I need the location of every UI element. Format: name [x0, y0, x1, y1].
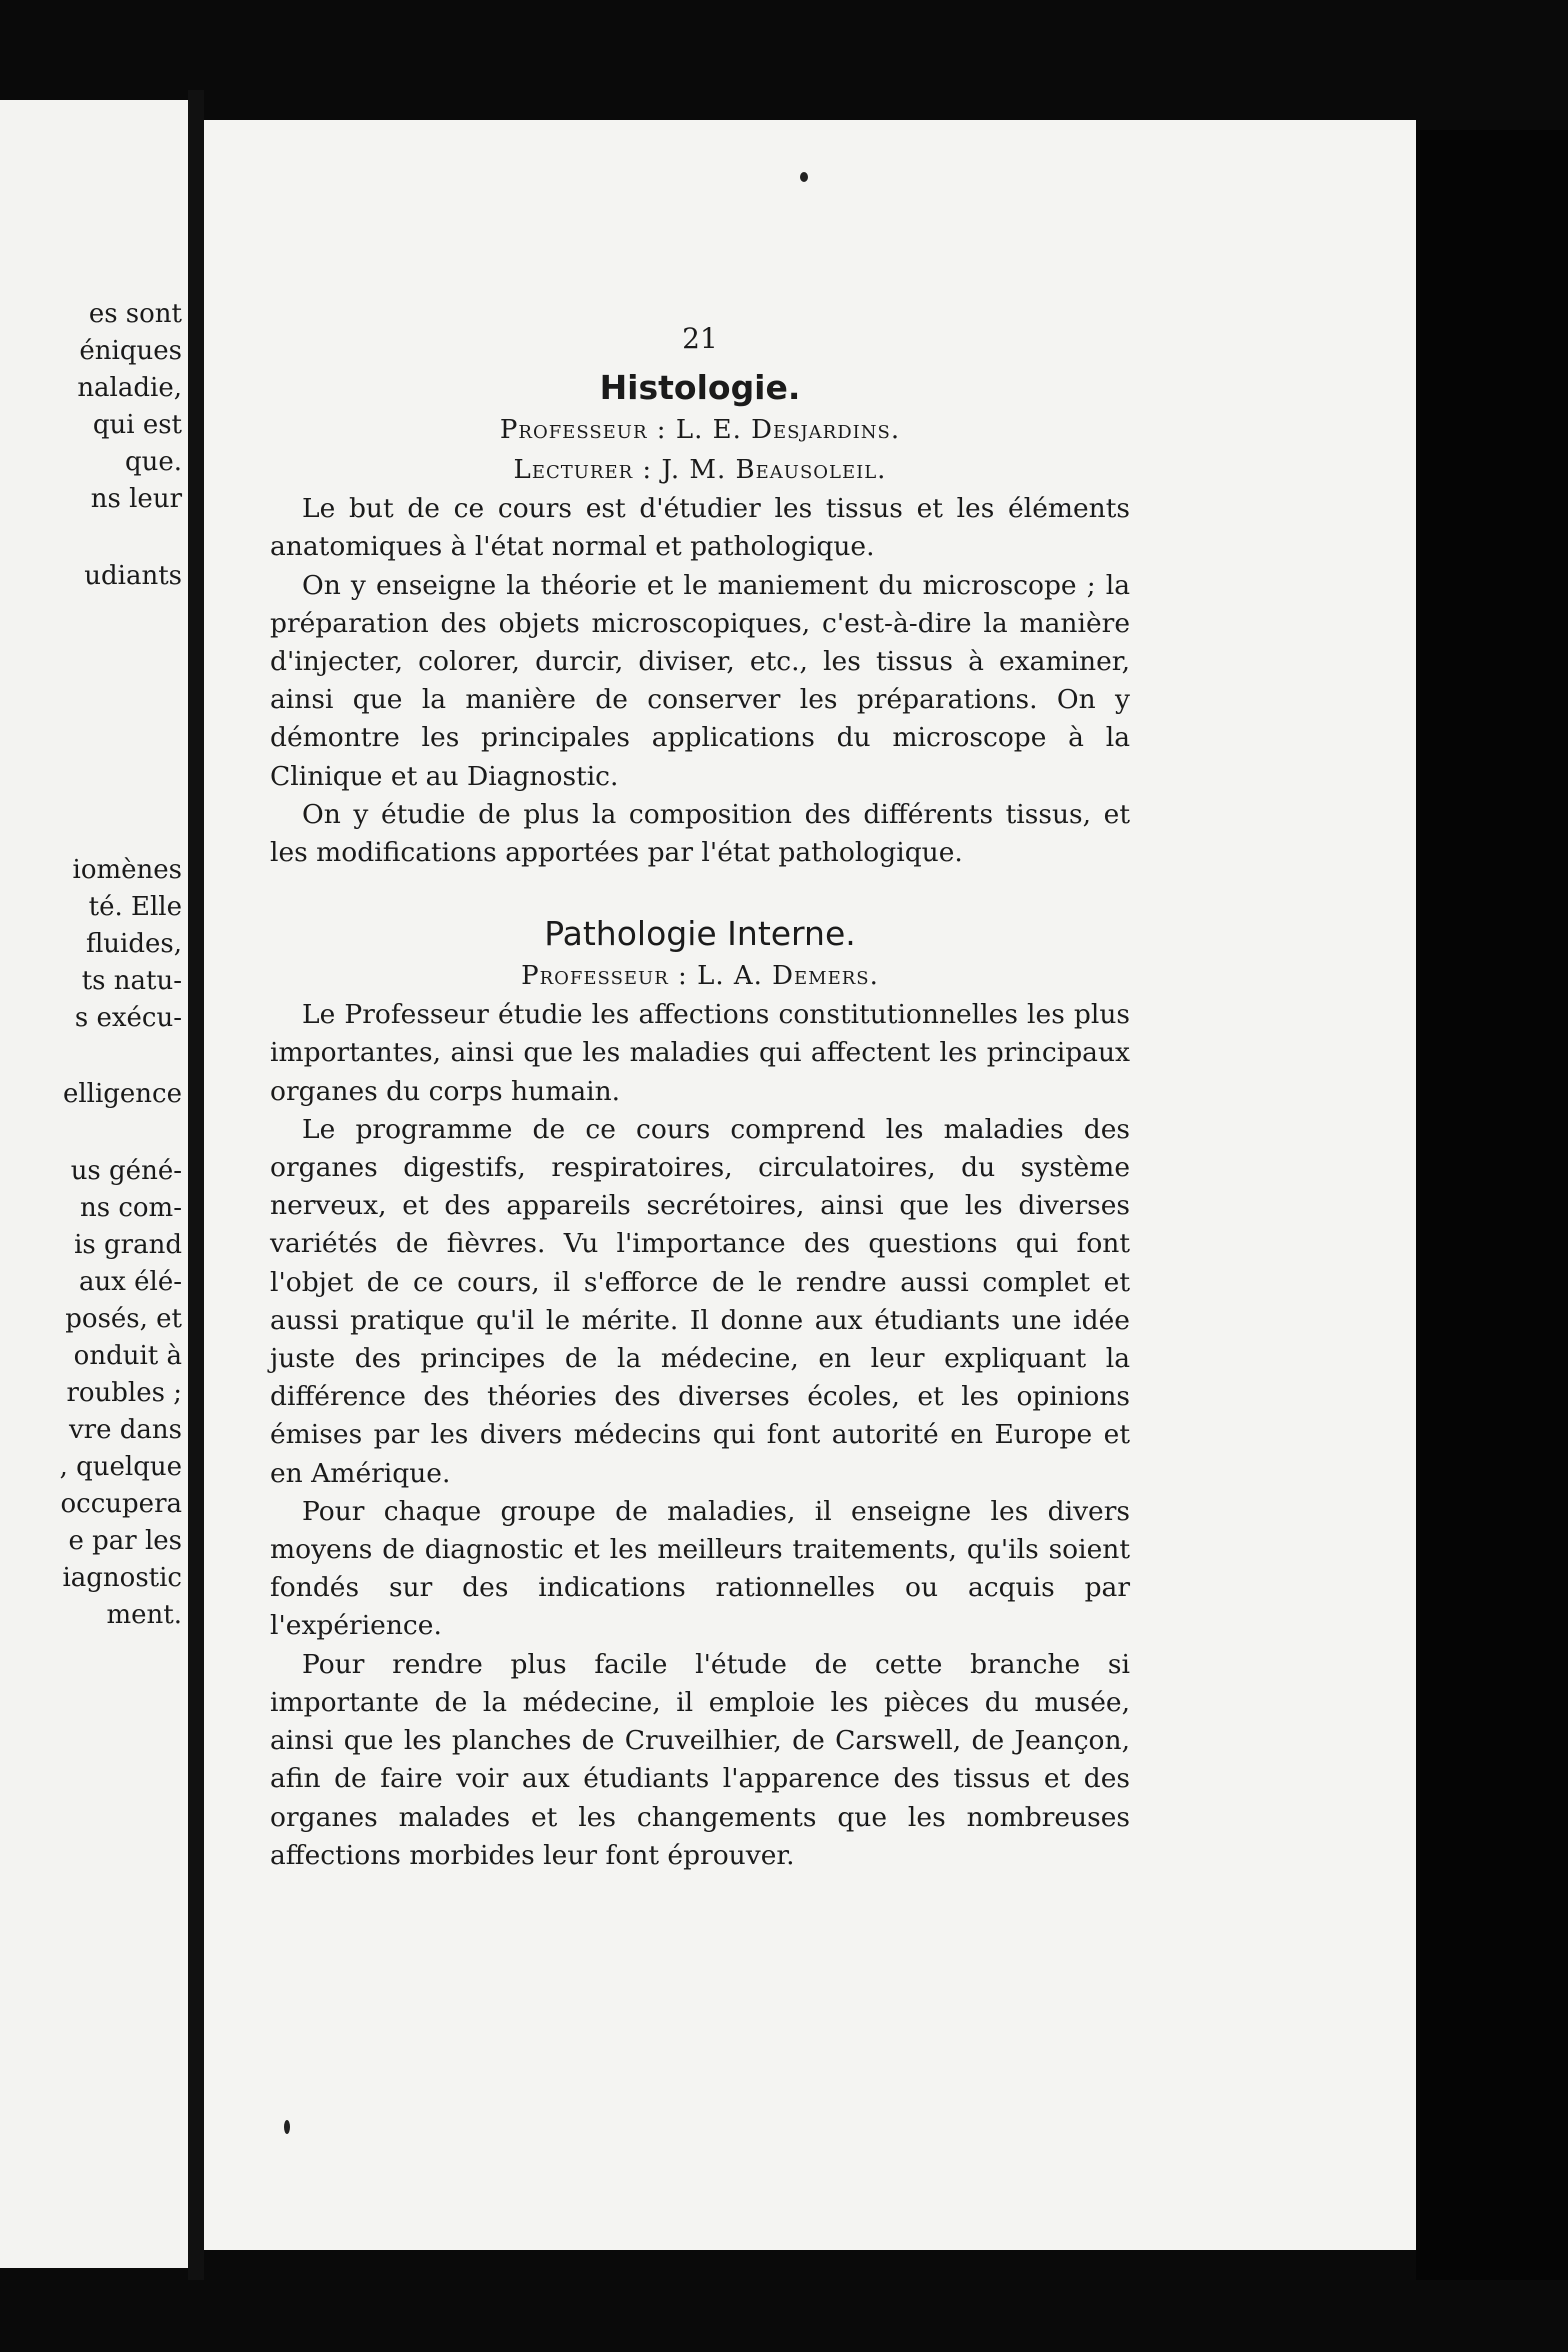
- left-page-line: que.: [124, 447, 182, 477]
- left-page-line: té. Elle: [88, 892, 182, 922]
- left-page-line: posés, et: [65, 1304, 182, 1334]
- left-page-line: , quelque: [59, 1452, 182, 1482]
- role-label: Lecturer :: [513, 455, 653, 486]
- paragraph: On y étudie de plus la composition des différents tissus, et les modifications apportées par l'état pathologique.: [270, 798, 1130, 869]
- left-page-fragment: [0, 100, 188, 2268]
- page-content: [270, 320, 1130, 1875]
- professor-line: [270, 410, 1130, 450]
- paragraph: Le Professeur étudie les affections constitutionnelles les plus importantes, ainsi que les maladies qui affectent les principaux organes du corps humain.: [270, 999, 1130, 1107]
- left-page-line: is grand: [74, 1230, 182, 1260]
- section-histologie: [270, 366, 1130, 872]
- left-page-line: occupera: [60, 1489, 182, 1519]
- left-page-line: vre dans: [68, 1415, 182, 1445]
- section-pathologie-interne: [270, 912, 1130, 1875]
- lecturer-line: [270, 450, 1130, 490]
- professor-line: [270, 956, 1130, 996]
- left-page-line: onduit à: [73, 1341, 182, 1371]
- left-page-line: roubles ;: [66, 1378, 182, 1408]
- left-page-line: fluides,: [85, 929, 182, 959]
- section-title: Histologie.: [599, 368, 801, 408]
- section-title: Pathologie Interne.: [544, 914, 856, 954]
- paragraph: Le but de ce cours est d'étudier les tissus et les éléments anatomiques à l'état normal et pathologique.: [270, 493, 1130, 563]
- role-label: Professeur :: [499, 415, 667, 446]
- left-page-line: elligence: [62, 1079, 182, 1109]
- left-page-line: iagnostic: [62, 1563, 182, 1593]
- scan-speck: [284, 2120, 290, 2134]
- role-name: J. M. Beausoleil.: [661, 455, 887, 486]
- left-page-line: s exécu-: [74, 1003, 182, 1033]
- left-page-line: éniques: [79, 336, 182, 366]
- scan-speck: [800, 172, 808, 182]
- left-page-line: udiants: [84, 561, 182, 591]
- paragraph: Le programme de ce cours comprend les maladies des organes digestifs, respiratoires, circulatoires, du système nerveux, et des appareils secrétoires, ainsi que les diverses variétés de fièvres. Vu l'importance des questions qui font l'objet de ce cours, il s'efforce de le rendre aussi complet et aussi pratique qu'il le mérite. Il donne aux étudiants une idée juste des principes de la médecine, en leur expliquant la différence des théories des diverses écoles, et les opinions émises par les divers médecins qui font autorité en Europe et en Amérique.: [270, 1113, 1130, 1489]
- left-page-line: naladie,: [77, 373, 182, 403]
- left-page-line: qui est: [92, 410, 182, 440]
- left-page-line: us géné-: [70, 1156, 182, 1186]
- left-page-line: aux élé-: [78, 1267, 182, 1297]
- left-page-line: iomènes: [72, 855, 182, 885]
- scan-border: [1416, 130, 1568, 2280]
- left-page-line: es sont: [88, 299, 182, 329]
- left-page-line: e par les: [68, 1526, 182, 1556]
- right-page: [204, 120, 1416, 2250]
- left-page-line: ns com-: [79, 1193, 182, 1223]
- role-name: L. E. Desjardins.: [675, 415, 901, 446]
- book-gutter: [188, 90, 204, 2280]
- page-number: 21: [682, 322, 718, 355]
- left-page-line: ment.: [106, 1600, 182, 1630]
- paragraph: Pour rendre plus facile l'étude de cette branche si importante de la médecine, il emploie les pièces du musée, ainsi que les planches de Cruveilhier, de Carswell, de Jeançon, afin de faire voir aux étudiants l'apparence des tissus et des organes malades et les changements que les nombreuses affections morbides leur font éprouver.: [270, 1648, 1130, 1871]
- paragraph: On y enseigne la théorie et le maniement du microscope ; la préparation des objets microscopiques, c'est-à-dire la manière d'injecter, colorer, durcir, diviser, etc., les tissus à examiner, ainsi que la manière de conserver les préparations. On y démontre les principales applications du microscope à la Clinique et au Diagnostic.: [270, 569, 1130, 792]
- paragraph: Pour chaque groupe de maladies, il enseigne les divers moyens de diagnostic et les meilleurs traitements, qu'ils soient fondés sur des indications rationnelles ou acquis par l'expérience.: [270, 1495, 1130, 1642]
- role-name: L. A. Demers.: [697, 961, 879, 992]
- left-page-line: ts natu-: [81, 966, 182, 996]
- role-label: Professeur :: [521, 961, 688, 992]
- left-page-line: ns leur: [90, 484, 182, 514]
